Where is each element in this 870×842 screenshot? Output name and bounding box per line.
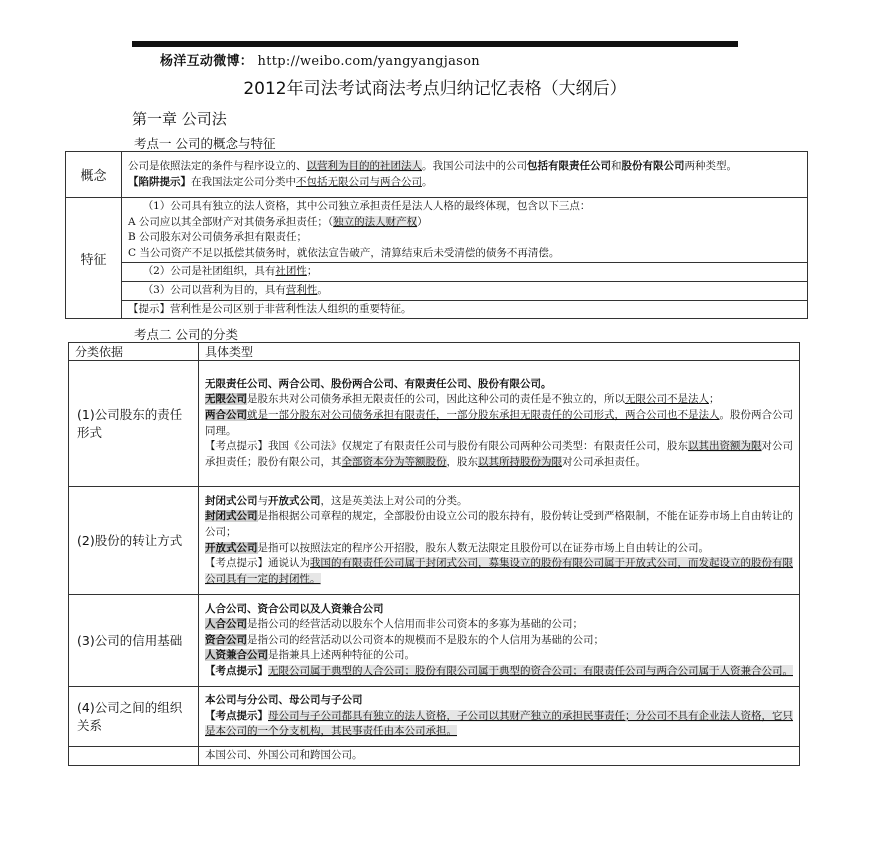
row-label-organization: (4)公司之间的组织关系 bbox=[69, 687, 199, 747]
weibo-label: 杨洋互动微博： bbox=[160, 54, 254, 69]
concept-content: 公司是依照法定的条件与程序设立的、以营利为目的的社团法人。我国公司法中的公司包括有限责任公司和股份有限公司两种类型。 【陷阱提示】在我国法定公司分类中不包括无限公司与两合公司。 bbox=[122, 152, 808, 198]
column-header-types: 具体类型 bbox=[199, 343, 800, 361]
table-row bbox=[66, 263, 808, 282]
feature-label: 特征 bbox=[66, 198, 122, 319]
feature-tip: 【提示】营利性是公司区别于非营利性法人组织的重要特征。 bbox=[122, 300, 808, 319]
row-content-credit: 人合公司、资合公司以及人资兼合公司 人合公司是指公司的经营活动以股东个人信用而非公司资本的多寡为基础的公司； 资合公司是指公司的经营活动以公司资本的规模而不是股东的个人信用为基础的公司； 人资兼合公司是指兼具上述两种特征的公司。 【考点提示】无限公司属于典型的人合公司；股份有限公司属于典型的资合公司；有限责任公司与两合公司属于人资兼合公司。 bbox=[199, 595, 800, 687]
section1-heading: 考点一 公司的概念与特征 bbox=[134, 136, 276, 151]
feature-point-1: （1）公司具有独立的法人资格，其中公司独立承担责任是法人人格的最终体现，包含以下三点： A 公司应以其全部财产对其债务承担责任；（独立的法人财产权） B 公司股东对公司债务承担有限责任； C 当公司资产不足以抵偿其债务时，就依法宣告破产，清算结束后未受清偿的债务不再清偿。 bbox=[122, 198, 808, 263]
table-row bbox=[69, 487, 800, 595]
section2-heading: 考点二 公司的分类 bbox=[134, 327, 238, 342]
row-content-transfer: 封闭式公司与开放式公司，这是英美法上对公司的分类。 封闭式公司是指根据公司章程的规定，全部股份由设立公司的股东持有，股份转让受到严格限制，不能在证券市场上自由转让的公司； 开放式公司是指可以按照法定的程序公开招股，股东人数无法限定且股份可以在证券市场上自由转让的公司。 【考点提示】通说认为我国的有限责任公司属于封闭式公司，募集设立的股份有限公司属于开放式公司，而发起设立的股份有限公司具有一定的封闭性。 bbox=[199, 487, 800, 595]
table-row bbox=[66, 300, 808, 319]
concept-feature-table bbox=[65, 151, 808, 319]
feature-point-2: （2）公司是社团组织，具有社团性； bbox=[122, 263, 808, 282]
table-row bbox=[66, 198, 808, 263]
header-rule bbox=[132, 41, 738, 47]
feature-point-3: （3）公司以营利为目的，具有营利性。 bbox=[122, 281, 808, 300]
row-content-liability: 无限责任公司、两合公司、股份两合公司、有限责任公司、股份有限公司。 无限公司是股东共对公司债务承担无限责任的公司，因此这种公司的责任是不独立的，所以无限公司不是法人； 两合公司就是一部分股东对公司债务承担有限责任，一部分股东承担无限责任的公司形式，两合公司也不是法人。股份两合公司同理。 【考点提示】我国《公司法》仅规定了有限责任公司与股份有限公司两种公司类型：有限责任公司，股东以其出资额为限对公司承担责任；股份有限公司，其全部资本分为等额股份，股东以其所持股份为限对公司承担责任。 bbox=[199, 361, 800, 487]
concept-label: 概念 bbox=[66, 152, 122, 198]
column-header-basis: 分类依据 bbox=[69, 343, 199, 361]
table-row bbox=[69, 361, 800, 487]
row-content-organization: 本公司与分公司、母公司与子公司 【考点提示】母公司与子公司都具有独立的法人资格，子公司以其财产独立的承担民事责任；分公司不具有企业法人资格，它只是本公司的一个分支机构，其民事责任由本公司承担。 bbox=[199, 687, 800, 747]
classification-table bbox=[68, 342, 800, 766]
row-label-empty bbox=[69, 747, 199, 766]
row-label-transfer: (2)股份的转让方式 bbox=[69, 487, 199, 595]
row-label-credit: (3)公司的信用基础 bbox=[69, 595, 199, 687]
row-content-nationality: 本国公司、外国公司和跨国公司。 bbox=[199, 747, 800, 766]
table-row bbox=[69, 687, 800, 747]
table-row bbox=[69, 747, 800, 766]
document-title: 2012年司法考试商法考点归纳记忆表格（大纲后） bbox=[243, 79, 627, 99]
row-label-liability: (1)公司股东的责任形式 bbox=[69, 361, 199, 487]
table-header-row bbox=[69, 343, 800, 361]
table-row bbox=[66, 152, 808, 198]
weibo-line bbox=[160, 50, 480, 69]
weibo-link[interactable]: http://weibo.com/yangyangjason bbox=[257, 54, 480, 69]
chapter-heading: 第一章 公司法 bbox=[132, 110, 227, 128]
table-row bbox=[66, 281, 808, 300]
table-row bbox=[69, 595, 800, 687]
